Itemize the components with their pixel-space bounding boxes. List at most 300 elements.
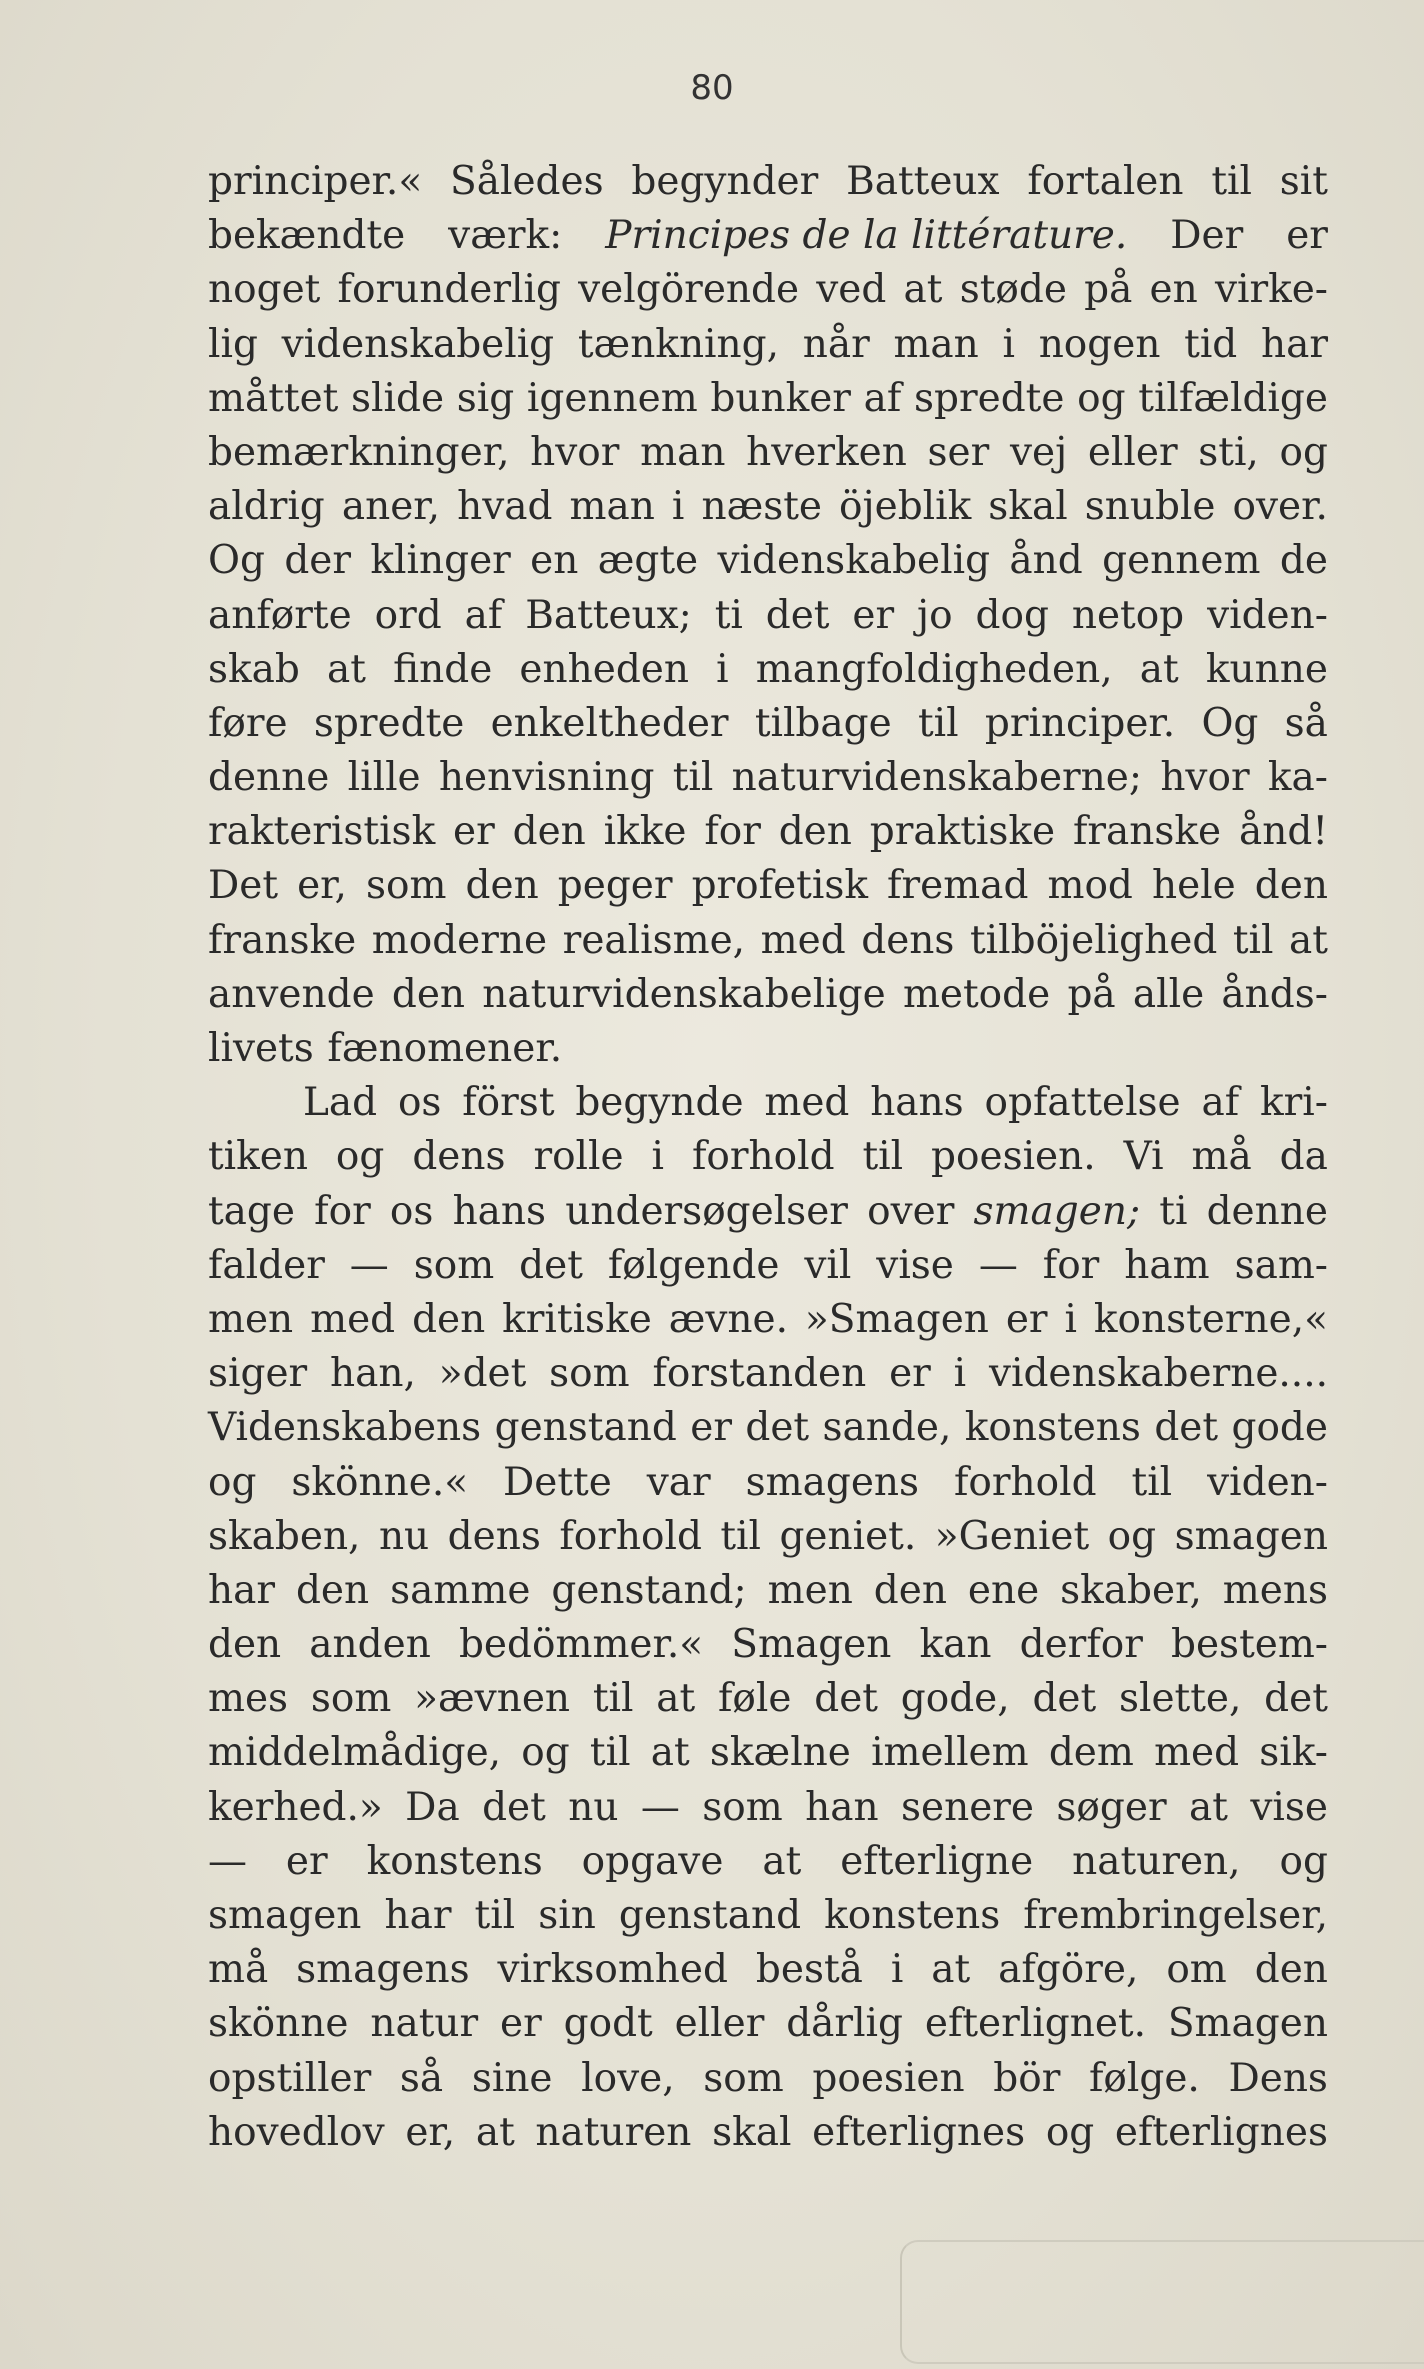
word: Det [208,863,279,909]
word: gennem [1102,538,1261,584]
word: opstiller [208,2055,372,2101]
word: tage [208,1188,295,1234]
word: naturvidenskabelige [482,971,886,1017]
word: om [1166,1947,1227,1993]
word: livets [208,1026,314,1071]
word: med [1154,1730,1240,1776]
word: falder [208,1242,325,1288]
word: finde [393,646,493,692]
word: anførte [208,592,352,638]
word: konstens [366,1838,543,1884]
word: mangfoldigheden, [755,646,1113,692]
word: til [474,1893,516,1938]
word: mod [1047,863,1133,909]
word: anden [309,1622,431,1668]
word: han, [330,1351,416,1397]
word: ånd! [1238,809,1328,855]
word: skönne.« [291,1459,469,1505]
word: er, [405,2109,456,2155]
word: og [335,1134,385,1180]
text-line [208,1293,1328,1347]
word: Således [450,159,604,204]
word: efterligne [840,1838,1034,1884]
word: videnskabelig [717,538,991,584]
word: til [672,755,714,801]
word: det [482,1784,546,1830]
word: følgende [607,1242,780,1288]
word: dog [975,592,1049,638]
text-line [208,697,1328,751]
word: til [862,1134,904,1180]
word: efterlignes [812,2109,1026,2155]
word: kerhed.» [208,1784,383,1830]
word: at [903,267,943,313]
word: af [863,375,902,421]
word: da [1279,1134,1328,1180]
word: den [412,1296,486,1342]
word: som [549,1351,630,1397]
word: mens [1222,1567,1328,1613]
word: eller [1087,429,1178,475]
word: derfor [1019,1622,1143,1668]
word: så [1284,700,1328,746]
word: hans [452,1188,547,1234]
word: det [519,1242,583,1288]
word: profetisk [691,863,868,909]
word: — [640,1784,680,1830]
text-line [208,372,1328,426]
word: og [208,1459,257,1505]
word: er [1005,1296,1048,1342]
word: ord [374,592,442,638]
word: skab [208,646,300,692]
word: slette, [1118,1676,1242,1722]
word: og [1279,1838,1328,1884]
word: viden- [1207,592,1328,638]
word: kan [919,1622,992,1668]
word: — [349,1242,389,1288]
word: ti [1159,1188,1188,1234]
word: dens [447,1513,541,1559]
word: til [1131,1459,1173,1505]
word: men [208,1296,294,1342]
word: hovedlov [208,2109,385,2155]
word: over. [1232,484,1328,530]
text-line [208,2106,1328,2160]
word: begynder [631,159,819,204]
word: er [285,1838,328,1884]
word: Da [405,1784,460,1830]
word: anvende [208,971,375,1017]
word: det [1264,1676,1328,1722]
word: forhold [559,1513,702,1559]
word: det [1032,1676,1097,1722]
word: den [465,863,539,909]
word: når [802,321,870,367]
word: enkeltheder [490,700,729,746]
text-line [208,1618,1328,1672]
word: med [764,1080,850,1126]
word: til [589,1730,631,1776]
word: Dens [1228,2055,1328,2101]
word: den [1254,863,1328,909]
word: Smagen [731,1622,892,1668]
word: til [917,700,959,746]
word: »Geniet [934,1513,1090,1559]
word: den [1254,1947,1328,1993]
word: at [1139,646,1179,692]
word: poesien [812,2055,965,2101]
text-line [208,1347,1328,1401]
word: enheden [519,646,689,692]
word: Smagen [1167,2001,1328,2047]
word: moderne [371,917,548,963]
word: fortalen [1027,159,1184,204]
word: jo [917,592,953,638]
word: senere [901,1784,1035,1830]
word: at [650,1730,690,1776]
word: konstens [964,1405,1141,1451]
word: viden- [1207,1459,1328,1505]
text-line [208,2052,1328,2106]
word: hverken [746,429,907,475]
word: naturen [535,2109,692,2155]
word: sit [1279,159,1328,204]
text-line [208,914,1328,968]
word: undersøgelser [565,1188,848,1234]
word: følge. [1088,2055,1200,2101]
word: henvisning [438,755,655,801]
word: afgöre, [998,1947,1139,1993]
word: »ævnen [414,1676,571,1722]
word: alle [1132,971,1205,1017]
word: spredte [313,700,465,746]
word: bör [993,2055,1061,2101]
word: den [778,809,852,855]
text-line [208,643,1328,697]
word: en [1149,267,1198,313]
word: af [1201,1080,1240,1126]
word: har [208,1567,276,1613]
word: og [1107,1513,1157,1559]
word: den [873,1567,947,1613]
word: os [389,1188,434,1234]
text-line [208,1022,1328,1076]
text-line [208,1835,1328,1889]
word: tilbage [754,700,892,746]
word: franske [1072,809,1222,855]
word: føle [717,1676,792,1722]
word: sam- [1234,1242,1328,1288]
word: naturen, [1072,1838,1241,1884]
text-line [208,263,1328,317]
word: peger [557,863,673,909]
word: ånd [1009,538,1083,584]
text-line [208,426,1328,480]
word: sine [471,2055,553,2101]
word: efterlignet. [924,2001,1146,2047]
word: det [765,592,830,638]
word: vil [804,1242,852,1288]
word: videnskabelig [281,321,555,367]
word: ikke [603,809,687,855]
word: gode [1231,1405,1328,1451]
word: ser [927,429,990,475]
text-line [208,1672,1328,1726]
word: de [1279,538,1328,584]
word: geniet. [779,1513,917,1559]
word: realisme, [562,917,746,963]
word: det [745,1405,810,1451]
word: smagens [745,1459,920,1505]
word: vej [1009,429,1068,475]
word: man [893,321,979,367]
word: nu [378,1513,430,1559]
word: ka- [1267,755,1328,801]
word: over [867,1188,955,1234]
word: i [671,484,685,530]
text-line [208,534,1328,588]
text-line [208,480,1328,534]
word: som [702,1784,783,1830]
word: konsterne,« [1093,1296,1328,1342]
word: principer.« [208,159,423,204]
word: imellem [871,1730,1029,1776]
word: tid [1184,321,1238,367]
word: konstens [824,1893,1001,1938]
word: af [464,592,503,638]
word: hans [870,1080,964,1126]
word: middelmådige, [208,1730,502,1776]
word: godt [563,2001,653,2047]
word: det [1154,1405,1219,1451]
word: bemærkninger, [208,429,510,475]
word: Videnskabens [208,1405,482,1451]
word: Lad [303,1080,378,1126]
word: Og [208,538,265,584]
text-line [208,589,1328,643]
word: os [397,1080,442,1126]
word: nogen [1038,321,1161,367]
word: smagen; [973,1188,1141,1234]
word: — [978,1242,1018,1288]
word: opgave [581,1838,724,1884]
word: må [1191,1134,1252,1180]
word: — [208,1838,247,1884]
word: vise [1250,1784,1328,1830]
text-line [208,1130,1328,1184]
word: på [1084,267,1133,313]
body-text [208,155,1328,2160]
word: forstanden [652,1351,867,1397]
word: dens [412,1134,506,1180]
word: rakteristisk [208,809,436,855]
word: at [656,1676,696,1722]
word: den [208,1622,282,1668]
word: tiken [208,1134,308,1180]
word: må [208,1947,269,1993]
text-line [208,1943,1328,1997]
word: forunderlig [337,267,561,313]
word: rolle [533,1134,624,1180]
word: nu [568,1784,619,1830]
word: man [640,429,726,475]
word: som [703,2055,784,2101]
word: genstand [618,1893,802,1938]
word: videnskaberne.... [988,1351,1328,1397]
word: »Smagen [804,1296,989,1342]
word: virksomhed [497,1947,728,1993]
word: virke- [1214,267,1328,313]
word: at [1289,917,1328,963]
word: samme [390,1567,531,1613]
word: genstand [494,1405,677,1451]
word: en [530,538,579,584]
word: »det [438,1351,527,1397]
word: Der [1170,213,1244,259]
text-line [208,1889,1328,1943]
word: Vi [1123,1134,1164,1180]
word: aner, [341,484,441,530]
text-line [208,751,1328,805]
word: for [314,1188,371,1234]
word: dens [861,917,955,963]
text-line [208,155,1328,209]
word: at [475,2109,515,2155]
word: bedömmer.« [458,1622,704,1668]
word: i [890,1947,904,1993]
word: kunne [1205,646,1328,692]
word: sik- [1259,1730,1328,1776]
word: lig [208,321,258,367]
word: sin [538,1893,596,1938]
word: dem [1048,1730,1134,1776]
text-line [208,209,1328,263]
word: med [760,917,846,963]
word: snuble [1084,484,1216,530]
word: ti [714,592,743,638]
text-line [208,1076,1328,1130]
word: måttet [208,375,339,421]
word: er [852,592,895,638]
word: slide [351,375,445,421]
word: ene [967,1567,1040,1613]
word: er [690,1405,732,1451]
library-label-outline [900,2240,1424,2364]
word: ægte [597,538,699,584]
word: bestå [755,1947,863,1993]
word: er [500,2001,542,2047]
word: sti, [1198,429,1259,475]
word: hvor [1160,755,1250,801]
word: det [814,1676,878,1722]
word: er [453,809,495,855]
text-line [208,859,1328,913]
word: smagen [208,1893,362,1938]
word: den [295,1567,370,1613]
word: har [384,1893,452,1938]
word: denne [208,755,330,801]
text-line [208,1997,1328,2051]
word: i [953,1351,967,1397]
word: er, [297,863,347,909]
word: for [704,809,761,855]
word: Batteux [846,159,1000,204]
word: med [310,1296,396,1342]
word: til [1232,917,1274,963]
word: naturvidenskaberne; [731,755,1143,801]
word: noget [208,267,321,313]
word: ånds- [1221,971,1328,1017]
word: søger [1056,1784,1167,1830]
word: tilböjelighed [969,917,1218,963]
word: denne [1206,1188,1328,1234]
word: så [399,2055,444,2101]
word: og [1279,429,1328,475]
word: sande, [822,1405,952,1451]
word: at [1188,1784,1228,1830]
text-line [208,1185,1328,1239]
text-line [208,1239,1328,1293]
word: velgörende [578,267,800,313]
word: var [646,1459,711,1505]
word: principer. [984,700,1176,746]
word: som [310,1676,392,1722]
word: dårlig [786,2001,903,2047]
word: og [521,1730,570,1776]
word: klinger [370,538,511,584]
word: som [366,863,447,909]
word: love, [581,2055,675,2101]
word: og [1077,375,1126,421]
word: er [889,1351,931,1397]
word: tilfældige [1138,375,1328,421]
word: ved [816,267,887,313]
word: at [931,1947,971,1993]
word: tænkning, [577,321,780,367]
word: gode, [900,1676,1010,1722]
word: öjeblik [839,484,972,530]
word: forhold [954,1459,1097,1505]
word: bestem- [1171,1622,1328,1668]
word: i [716,646,729,692]
word: franske [208,917,357,963]
word: til [592,1676,634,1722]
word: praktiske [869,809,1056,855]
text-line [208,1564,1328,1618]
word: fremad [887,863,1029,909]
word: ham [1124,1242,1210,1288]
word: næste [701,484,822,530]
text-line [208,1401,1328,1455]
word: natur [370,2001,479,2047]
word: støde [959,267,1067,313]
word: i [1064,1296,1077,1342]
word: der [284,538,352,584]
word: eller [674,2001,765,2047]
word: hvad [457,484,553,530]
word: metode [902,971,1051,1017]
word: hvor [530,429,620,475]
word: i [1002,321,1015,367]
text-line [208,1510,1328,1564]
text-line [208,968,1328,1022]
word: i [651,1134,665,1180]
page-number: 80 [690,68,734,108]
word: skaben, [208,1513,361,1559]
word: han [805,1784,879,1830]
word: at [762,1838,802,1884]
